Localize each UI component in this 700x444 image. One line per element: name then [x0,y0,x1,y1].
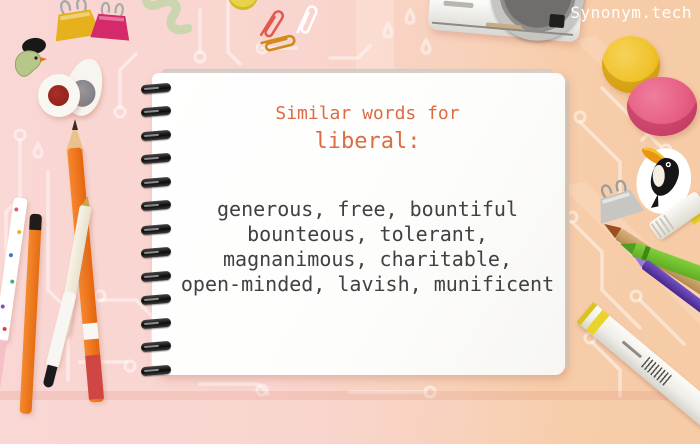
camera-slot [443,1,473,9]
marker-text-line [622,341,642,359]
pink-macaron [627,77,697,136]
synonym-list [178,197,557,297]
sharpened-pencil-lead [72,119,78,130]
bottom-shade-strip [0,391,700,400]
camera-button [549,14,565,28]
heading-prefix: Similar words for [275,103,460,124]
synonym-line: open-minded, lavish, munificent [180,272,555,296]
stone-with-red-dot [38,74,80,117]
cream-pen-nib [82,195,92,206]
stone-red-dot [48,85,69,106]
synonym-line: magnanimous, charitable, [223,247,512,271]
brand-watermark: Synonym.tech [570,3,692,22]
sharpened-pencil-white-band [82,323,98,340]
bird-figurine [10,36,50,80]
headword: liberal: [314,129,421,154]
spiral-notebook [152,73,565,375]
notebook-content [178,73,557,297]
synonym-line: generous, free, bountiful [216,197,519,221]
synonym-line: bounteous, tolerant, [247,222,488,246]
pink-binder-clip [88,0,136,43]
orange-pencil-black-cap [29,214,42,231]
